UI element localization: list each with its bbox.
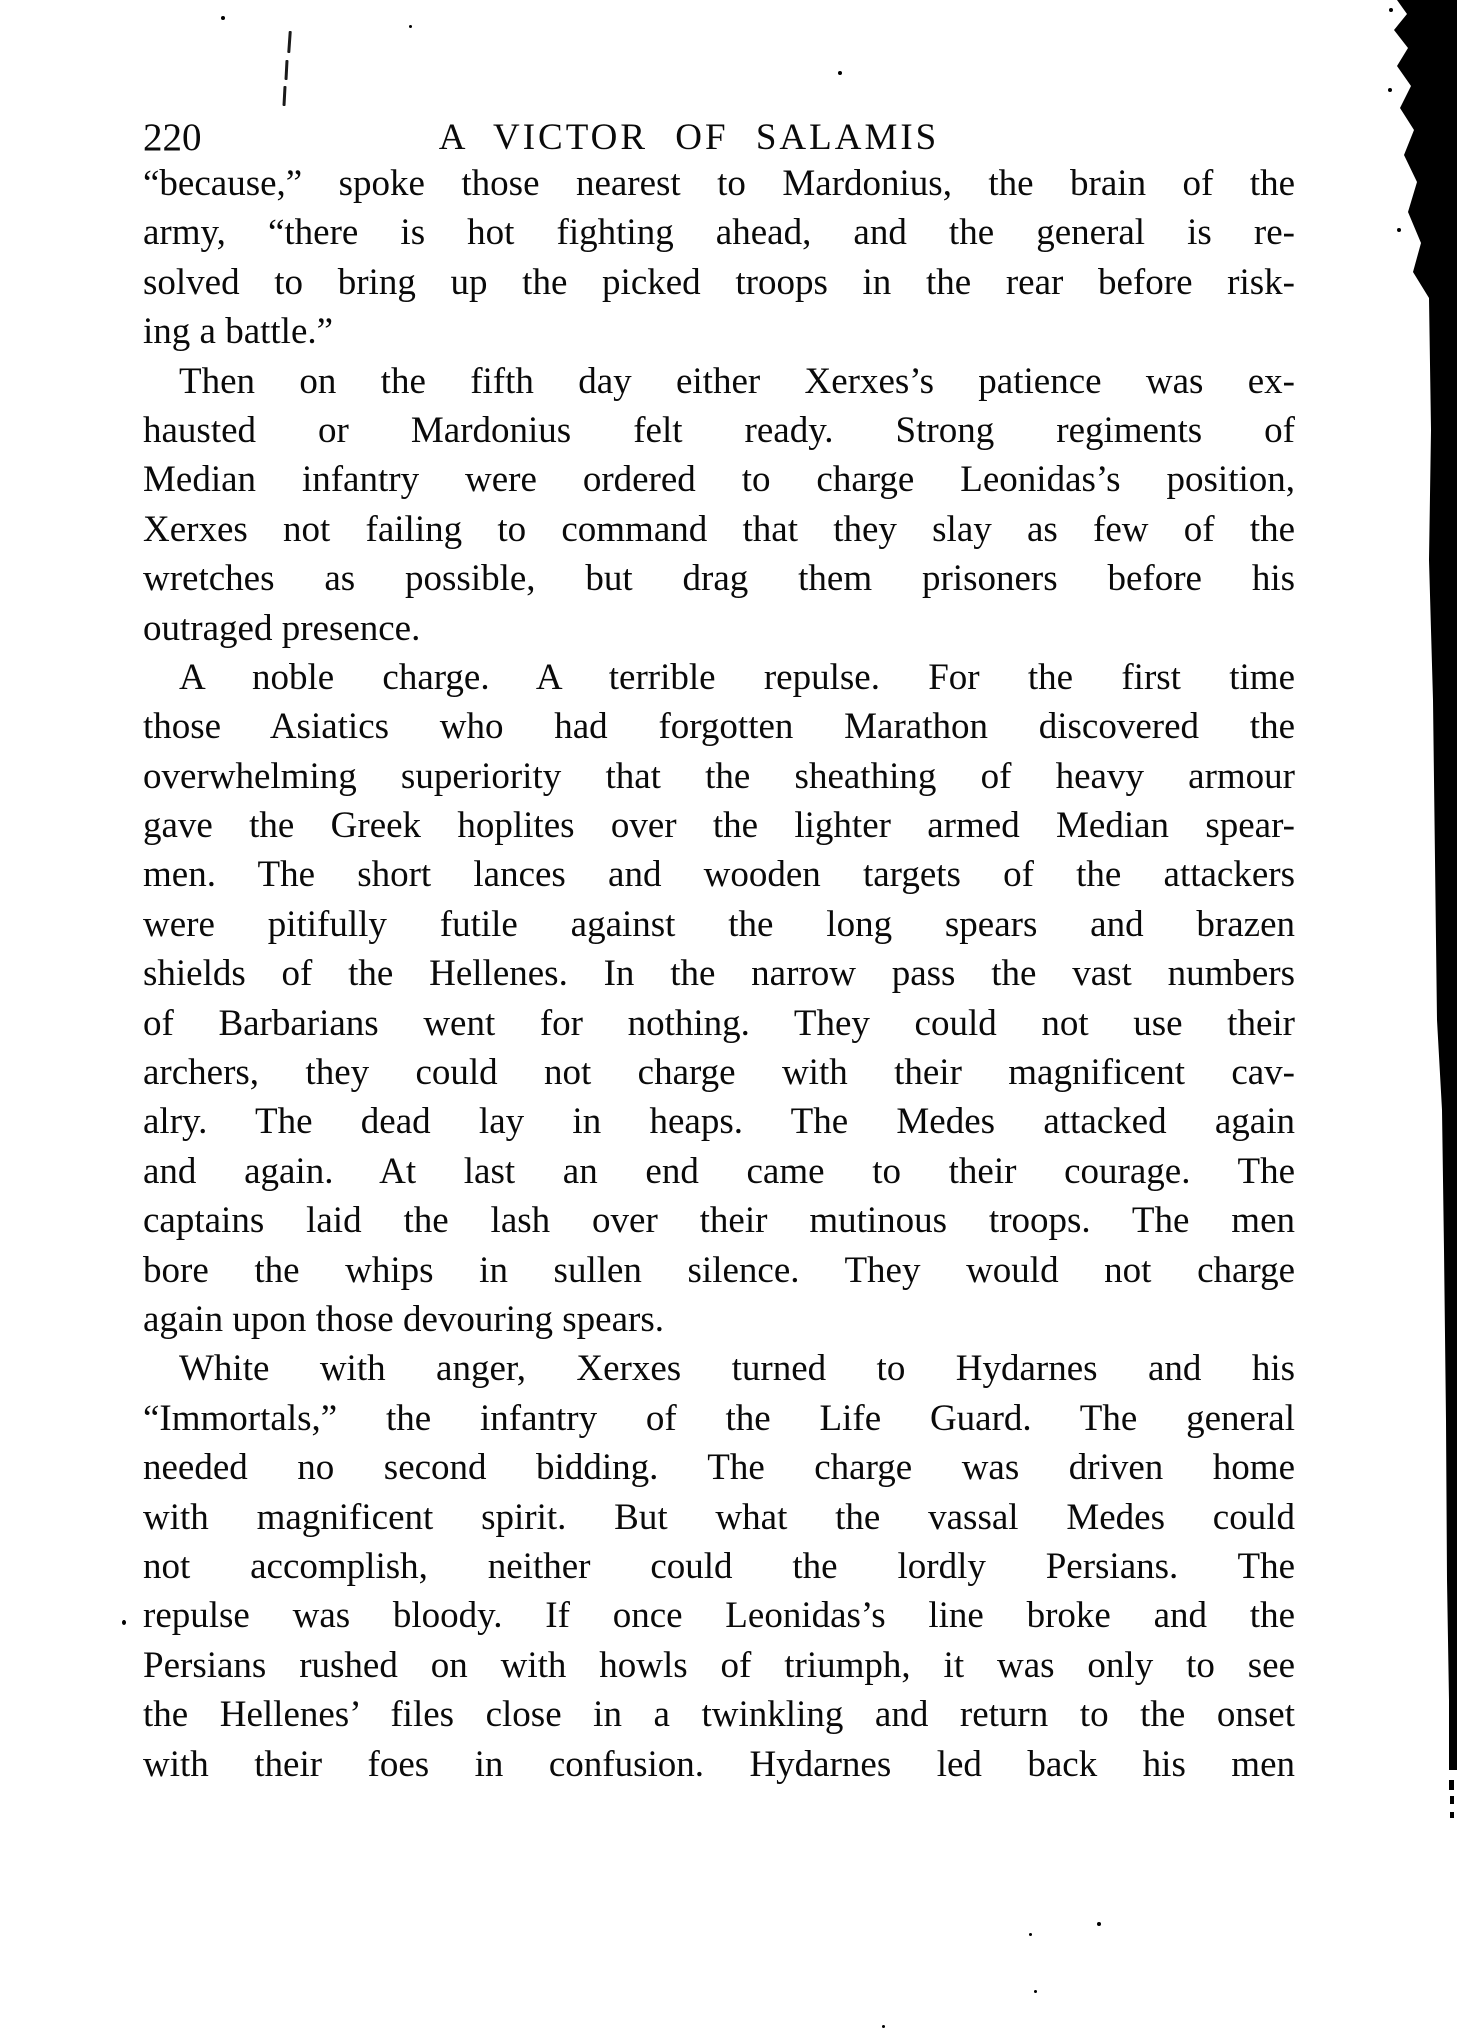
page-number: 220 (143, 116, 202, 159)
text-line: the Hellenes’ files close in a twinkling and return to the onset (143, 1694, 1295, 1736)
text-line: repulse was bloody. If once Leonidas’s line broke and the (143, 1595, 1295, 1637)
text-line: alry. The dead lay in heaps. The Medes attacked again (143, 1101, 1295, 1143)
text-line: Xerxes not failing to command that they slay as few of the (143, 508, 1295, 550)
text-line: outraged presence. (143, 607, 421, 649)
text-line: needed no second bidding. The charge was driven home (143, 1447, 1295, 1489)
text-line: archers, they could not charge with their magnificent cav- (143, 1052, 1295, 1094)
text-line: A noble charge. A terrible repulse. For the first time (179, 656, 1295, 698)
text-line: men. The short lances and wooden targets of the attackers (143, 854, 1295, 896)
scan-mark (287, 31, 292, 53)
text-line: of Barbarians went for nothing. They could not use their (143, 1002, 1295, 1044)
scan-mark (284, 60, 288, 80)
text-line: captains laid the lash over their mutinous troops. The men (143, 1200, 1295, 1242)
ink-speck (1029, 1933, 1032, 1936)
text-line: with magnificent spirit. But what the vassal Medes could (143, 1496, 1295, 1538)
text-line: “because,” spoke those nearest to Mardonius, the brain of the (143, 163, 1295, 204)
ink-speck (409, 25, 412, 28)
ink-speck (221, 16, 225, 20)
text-line: gave the Greek hoplites over the lighter armed Median spear- (143, 805, 1295, 847)
text-line: solved to bring up the picked troops in the rear before risk- (143, 261, 1295, 303)
text-line: Persians rushed on with howls of triumph, it was only to see (143, 1644, 1295, 1686)
text-line: army, “there is hot fighting ahead, and the general is re- (143, 212, 1295, 254)
text-line: were pitifully futile against the long spears and brazen (143, 903, 1295, 945)
text-line: hausted or Mardonius felt ready. Strong regiments of (143, 409, 1295, 451)
text-line: overwhelming superiority that the sheathing of heavy armour (143, 755, 1295, 797)
text-line: Then on the fifth day either Xerxes’s patience was ex- (179, 360, 1295, 402)
text-line: again upon those devouring spears. (143, 1298, 664, 1340)
text-line: with their foes in confusion. Hydarnes led back his men (143, 1743, 1295, 1785)
text-line: shields of the Hellenes. In the narrow pass the vast numbers (143, 953, 1295, 995)
ink-speck (1034, 1990, 1037, 1993)
ink-speck (122, 1620, 126, 1625)
text-line: bore the whips in sullen silence. They would not charge (143, 1249, 1295, 1291)
text-line: wretches as possible, but drag them prisoners before his (143, 558, 1295, 600)
text-line: and again. At last an end came to their courage. The (143, 1150, 1295, 1192)
ink-speck (882, 2025, 885, 2028)
text-line: White with anger, Xerxes turned to Hydarnes and his (179, 1348, 1295, 1390)
text-line: not accomplish, neither could the lordly Persians. The (143, 1545, 1295, 1587)
ink-speck (1097, 1922, 1101, 1926)
text-line: “Immortals,” the infantry of the Life Guard. The general (143, 1397, 1295, 1439)
page-body (143, 159, 1295, 1789)
text-line: those Asiatics who had forgotten Marathon discovered the (143, 706, 1295, 748)
running-title: A VICTOR OF SALAMIS (438, 117, 940, 158)
scan-mark (282, 86, 286, 106)
scan-edge-artifact (1387, 0, 1457, 1830)
ink-speck (838, 71, 842, 75)
text-line: Median infantry were ordered to charge Leonidas’s position, (143, 459, 1295, 501)
text-line: ing a battle.” (143, 311, 334, 353)
